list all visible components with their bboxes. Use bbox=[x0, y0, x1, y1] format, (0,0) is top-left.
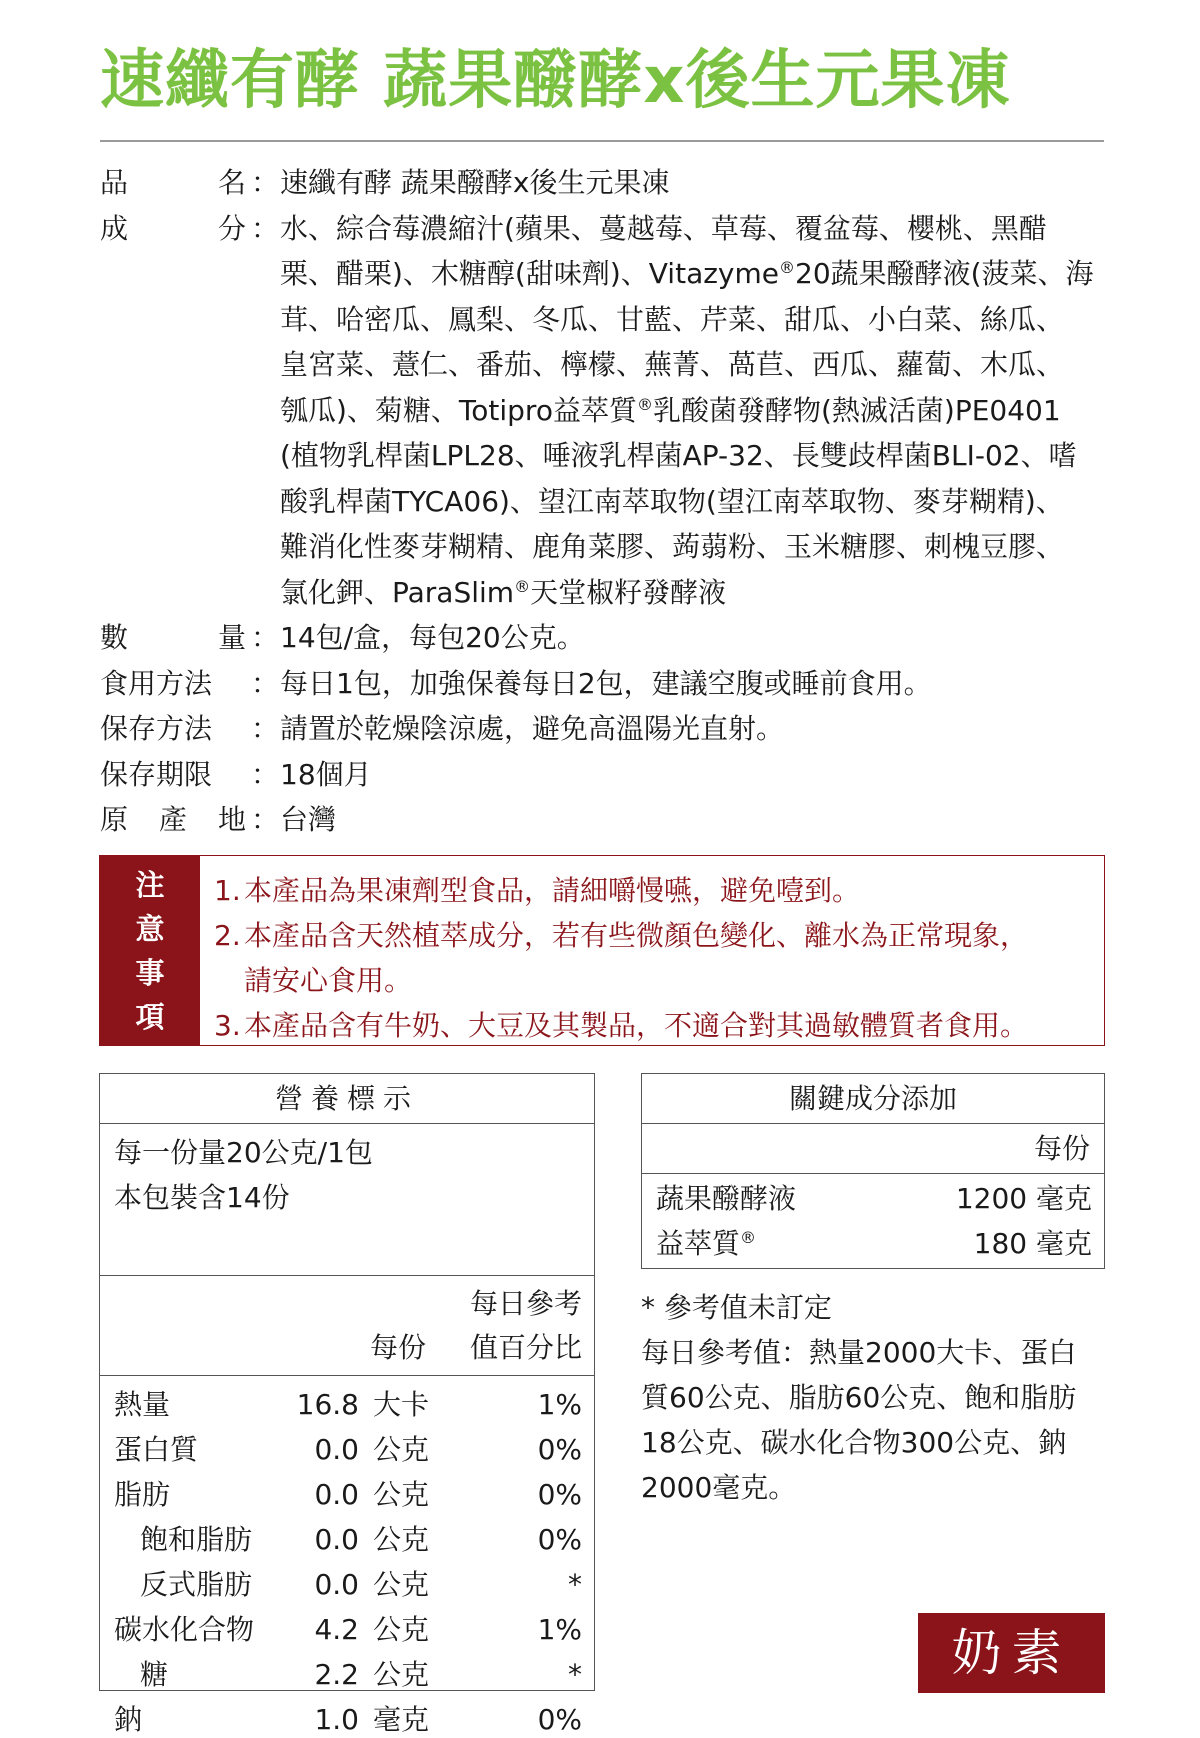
colon: ： bbox=[250, 712, 279, 745]
nutrient-unit: 公克 bbox=[373, 1658, 430, 1691]
label-char: 量 bbox=[217, 621, 246, 654]
product-info bbox=[100, 160, 1110, 843]
label-char: 產 bbox=[158, 803, 187, 836]
nutrient-name: 蛋白質 bbox=[114, 1433, 199, 1466]
percent-header: 值百分比 bbox=[469, 1331, 582, 1364]
registered-mark: ® bbox=[514, 576, 531, 596]
notice-label-char: 注 bbox=[135, 867, 165, 902]
info-row-usage bbox=[100, 661, 1110, 707]
nutrient-amount: 2.2 bbox=[314, 1658, 359, 1691]
ingredients-line: 皇宮菜、薏仁、番茄、檸檬、蕪菁、萵苣、西瓜、蘿蔔、木瓜、 bbox=[280, 348, 1065, 381]
servings-per-package: 本包裝含14份 bbox=[114, 1181, 290, 1214]
nutrient-percent: * bbox=[568, 1658, 582, 1691]
notice-label-char: 事 bbox=[135, 955, 165, 990]
nutrient-name: 糖 bbox=[140, 1658, 169, 1691]
info-label bbox=[100, 615, 250, 661]
nutrient-unit: 公克 bbox=[373, 1613, 430, 1646]
table-row bbox=[642, 1221, 1104, 1266]
label-char: 數 bbox=[100, 621, 129, 654]
nutrition-facts-table bbox=[99, 1073, 595, 1736]
nutrient-percent: 0% bbox=[537, 1703, 582, 1736]
nutrient-name: 熱量 bbox=[114, 1388, 171, 1421]
ingredients-line: 瓠瓜)、菊糖、Totipro益萃質®乳酸菌發酵物(熱滅活菌)PE0401 bbox=[280, 393, 1061, 427]
nutrient-percent: 0% bbox=[537, 1478, 582, 1511]
storage-value: 請置於乾燥陰涼處，避免高溫陽光直射。 bbox=[280, 712, 785, 745]
nutrient-unit: 毫克 bbox=[373, 1703, 430, 1736]
nutrition-rows bbox=[100, 1376, 594, 1738]
notice-item bbox=[214, 868, 1104, 913]
key-title: 關鍵成分添加 bbox=[642, 1074, 1104, 1124]
key-per-serving: 每份 bbox=[642, 1124, 1104, 1174]
nutrient-name: 碳水化合物 bbox=[114, 1613, 255, 1646]
label-char: 原 bbox=[100, 803, 129, 836]
nutrient-unit: 公克 bbox=[373, 1523, 430, 1556]
notice-label bbox=[100, 856, 200, 1045]
table-row bbox=[100, 1562, 594, 1607]
nutrient-amount: 0.0 bbox=[314, 1478, 359, 1511]
note-daily-line: 質60公克、脂肪60公克、飽和脂肪 bbox=[641, 1381, 1077, 1414]
info-row-name bbox=[100, 160, 1110, 206]
ingredients-line: 栗、醋栗)、木糖醇(甜味劑)、Vitazyme®20蔬果醱酵液(菠菜、海 bbox=[280, 257, 1094, 290]
colon: ： bbox=[250, 757, 279, 791]
serving-size: 每一份量20公克/1包 bbox=[114, 1136, 373, 1169]
nutrient-amount: 0.0 bbox=[314, 1523, 359, 1556]
shelf-life-value: 18個月 bbox=[280, 757, 372, 791]
info-label: 保存期限 bbox=[100, 757, 213, 791]
ingredients-line: (植物乳桿菌LPL28、唾液乳桿菌AP-32、長雙歧桿菌BLI-02、嗜 bbox=[280, 439, 1077, 472]
product-name-value: 速纖有酵 蔬果醱酵x後生元果凍 bbox=[280, 166, 670, 199]
nutrition-title: 營養標示 bbox=[100, 1074, 594, 1124]
ingredients-value bbox=[280, 206, 1110, 616]
table-row bbox=[100, 1427, 594, 1472]
notice-text: 本產品含天然植萃成分，若有些微顏色變化、離水為正常現象， bbox=[244, 919, 1029, 952]
info-row-quantity bbox=[100, 615, 1110, 661]
nutrient-name: 鈉 bbox=[114, 1703, 143, 1736]
ingredients-line: 水、綜合莓濃縮汁(蘋果、蔓越莓、草莓、覆盆莓、櫻桃、黑醋 bbox=[280, 211, 1047, 245]
nutrient-name: 反式脂肪 bbox=[140, 1568, 253, 1601]
serving-info bbox=[100, 1124, 594, 1276]
label-char: 名 bbox=[217, 166, 246, 199]
key-ingredient-name: 蔬果醱酵液 bbox=[656, 1182, 797, 1215]
registered-mark: ® bbox=[636, 394, 653, 414]
key-ingredient-name: 益萃質® bbox=[656, 1227, 757, 1260]
table-row bbox=[100, 1517, 594, 1562]
nutrient-unit: 大卡 bbox=[373, 1388, 430, 1421]
registered-mark: ® bbox=[779, 258, 795, 277]
vegetarian-badge: 奶素 bbox=[918, 1613, 1105, 1693]
table-row bbox=[100, 1382, 594, 1427]
nutrient-percent: 1% bbox=[537, 1613, 582, 1646]
colon: ： bbox=[250, 803, 279, 836]
table-row bbox=[100, 1472, 594, 1517]
nutrition-header bbox=[100, 1276, 594, 1376]
info-row-shelf-life bbox=[100, 752, 1110, 798]
key-ingredient-value: 1200 毫克 bbox=[955, 1182, 1092, 1215]
notice-number: 2. bbox=[214, 919, 241, 952]
info-row-origin bbox=[100, 797, 1110, 843]
quantity-value: 14包/盒，每包20公克。 bbox=[280, 621, 585, 654]
nutrient-amount: 0.0 bbox=[314, 1568, 359, 1601]
table-row bbox=[100, 1607, 594, 1652]
nutrient-amount: 4.2 bbox=[314, 1613, 359, 1646]
note-daily-line: 18公克、碳水化合物300公克、鈉 bbox=[641, 1426, 1067, 1459]
key-rows bbox=[642, 1174, 1104, 1266]
title-divider bbox=[100, 140, 1104, 142]
nutrient-name: 脂肪 bbox=[114, 1478, 171, 1511]
nutrient-unit: 公克 bbox=[373, 1568, 430, 1601]
notice-text: 請安心食用。 bbox=[244, 964, 413, 997]
label-char: 品 bbox=[100, 166, 129, 199]
info-label bbox=[100, 206, 250, 616]
info-label: 保存方法 bbox=[100, 712, 213, 745]
nutrient-unit: 公克 bbox=[373, 1433, 430, 1466]
registered-mark: ® bbox=[740, 1228, 757, 1247]
ingredients-line: 酸乳桿菌TYCA06)、望江南萃取物(望江南萃取物、麥芽糊精)、 bbox=[280, 484, 1064, 518]
nutrient-percent: 1% bbox=[537, 1388, 582, 1421]
key-ingredient-value: 180 毫克 bbox=[973, 1227, 1092, 1260]
label-char: 成 bbox=[100, 211, 129, 245]
ingredients-line: 氯化鉀、ParaSlim®天堂椒籽發酵液 bbox=[280, 575, 727, 609]
notice-label-char: 意 bbox=[135, 911, 165, 946]
table-row bbox=[100, 1697, 594, 1738]
ingredients-line: 茸、哈密瓜、鳳梨、冬瓜、甘藍、芹菜、甜瓜、小白菜、絲瓜、 bbox=[280, 302, 1065, 336]
per-serving-header: 每份 bbox=[370, 1331, 427, 1364]
usage-value: 每日1包，加強保養每日2包，建議空腹或睡前食用。 bbox=[280, 666, 932, 700]
key-ingredients-table bbox=[641, 1073, 1105, 1269]
label-char: 分 bbox=[217, 211, 246, 245]
nutrient-percent: 0% bbox=[537, 1523, 582, 1556]
nutrient-amount: 16.8 bbox=[296, 1388, 359, 1421]
colon: ： bbox=[250, 211, 279, 245]
info-row-storage bbox=[100, 706, 1110, 752]
ingredients-line: 難消化性麥芽糊精、鹿角菜膠、蒟蒻粉、玉米糖膠、刺槐豆膠、 bbox=[280, 530, 1065, 563]
nutrient-percent: * bbox=[568, 1568, 582, 1601]
info-label: 食用方法 bbox=[100, 666, 213, 700]
table-row bbox=[100, 1652, 594, 1697]
notice-number: 1. bbox=[214, 874, 241, 907]
nutrient-percent: 0% bbox=[537, 1433, 582, 1466]
nutrient-amount: 0.0 bbox=[314, 1433, 359, 1466]
notice-text: 本產品為果凍劑型食品，請細嚼慢嚥，避免噎到。 bbox=[244, 874, 861, 907]
nutrient-amount: 1.0 bbox=[314, 1703, 359, 1736]
notice-label-char: 項 bbox=[135, 999, 165, 1034]
colon: ： bbox=[250, 666, 279, 700]
note-not-established: * 參考值未訂定 bbox=[641, 1291, 832, 1324]
info-label bbox=[100, 797, 250, 843]
nutrient-unit: 公克 bbox=[373, 1478, 430, 1511]
notice-item bbox=[214, 1003, 1104, 1048]
table-row bbox=[642, 1176, 1104, 1221]
reference-notes bbox=[641, 1285, 1111, 1510]
page-title: 速纖有酵 蔬果醱酵x後生元果凍 bbox=[100, 44, 1011, 118]
origin-value: 台灣 bbox=[280, 803, 337, 836]
notice-number: 3. bbox=[214, 1009, 241, 1042]
info-row-ingredients bbox=[100, 206, 1110, 616]
notice-box bbox=[99, 855, 1105, 1046]
notice-body bbox=[200, 856, 1104, 1045]
note-daily-line: 每日參考值：熱量2000大卡、蛋白 bbox=[641, 1336, 1077, 1369]
notice-text: 本產品含有牛奶、大豆及其製品，不適合對其過敏體質者食用。 bbox=[244, 1009, 1029, 1042]
note-daily-line: 2000毫克。 bbox=[641, 1471, 797, 1504]
colon: ： bbox=[250, 166, 279, 199]
colon: ： bbox=[250, 621, 279, 654]
info-label bbox=[100, 160, 250, 206]
daily-reference-header: 每日參考 bbox=[469, 1287, 582, 1320]
nutrient-name: 飽和脂肪 bbox=[140, 1523, 253, 1556]
notice-item bbox=[214, 913, 1104, 1003]
label-char: 地 bbox=[217, 803, 246, 836]
